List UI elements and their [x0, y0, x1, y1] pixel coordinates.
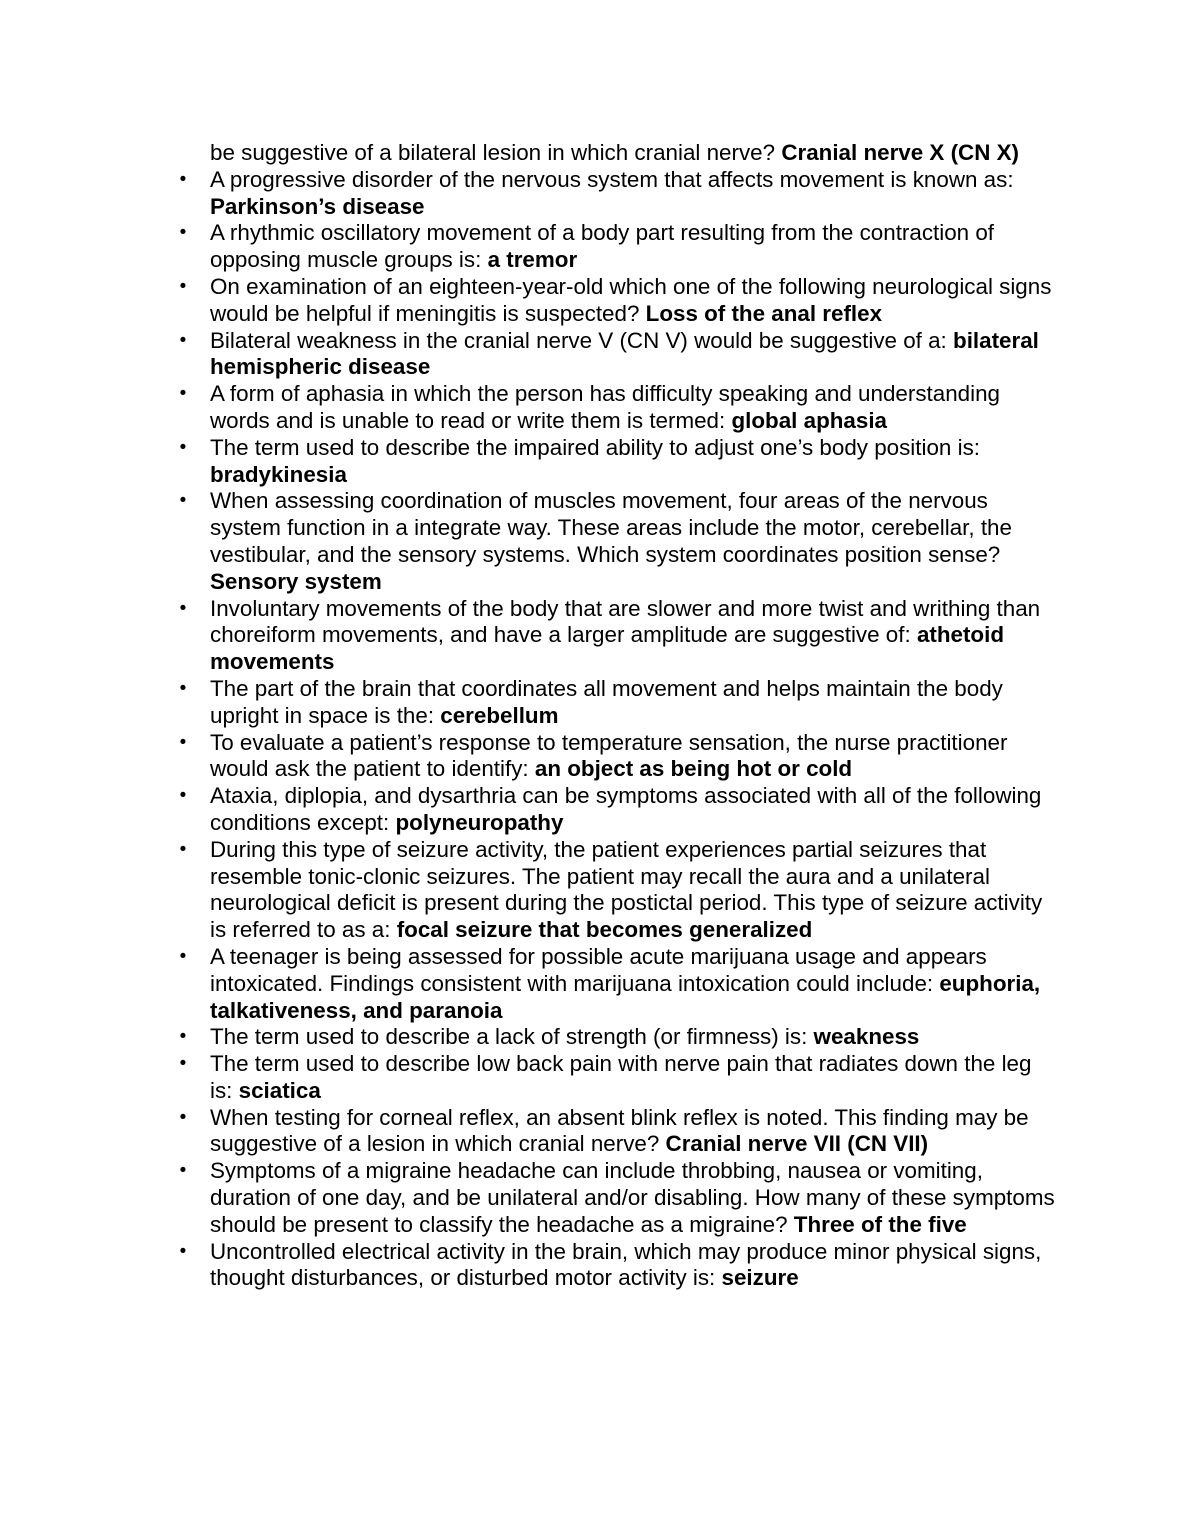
answer-text: Sensory system	[210, 568, 382, 594]
list-item	[179, 943, 1060, 1024]
answer-text: seizure	[721, 1265, 799, 1291]
document-body	[179, 140, 1060, 1292]
answer-text: weakness	[813, 1024, 920, 1050]
question-text: Bilateral weakness in the cranial nerve V (CN V) would be suggestive of a:	[210, 327, 947, 353]
bullet-icon: •	[179, 222, 187, 244]
list-item	[179, 783, 1060, 837]
bullet-icon: •	[179, 383, 187, 405]
bullet-icon: •	[179, 490, 187, 512]
question-text: During this type of seizure activity, the patient experiences partial seizures that resemble tonic-clonic seizures. The patient may recall the aura and a unilateral neurological deficit is present during the postictal period. This type of seizure activity is referred to as a:	[210, 836, 1043, 943]
answer-text: euphoria, talkativeness, and paranoia	[210, 970, 1041, 1023]
answer-text: cerebellum	[440, 702, 559, 728]
answer-text: sciatica	[238, 1077, 321, 1103]
list-item	[179, 1238, 1060, 1293]
question-text: A rhythmic oscillatory movement of a body part resulting from the contraction of opposing muscle groups is:	[210, 220, 995, 273]
list-item	[179, 273, 1060, 328]
question-text: To evaluate a patient’s response to temperature sensation, the nurse practitioner would ask the patient to identify:	[210, 729, 1008, 782]
bullet-icon: •	[179, 1160, 187, 1182]
question-text: Uncontrolled electrical activity in the brain, which may produce minor physical signs, thought disturbances, or disturbed motor activity is:	[210, 1238, 1042, 1291]
bullet-icon: •	[179, 1053, 187, 1075]
question-text: A progressive disorder of the nervous system that affects movement is known as:	[210, 166, 1014, 192]
bullet-icon: •	[179, 168, 187, 190]
question-text: be suggestive of a bilateral lesion in which cranial nerve?	[210, 140, 776, 165]
bullet-icon: •	[179, 785, 187, 807]
answer-text: Cranial nerve VII (CN VII)	[665, 1131, 929, 1157]
question-text: Ataxia, diplopia, and dysarthria can be symptoms associated with all of the following conditions except:	[210, 783, 1042, 835]
answer-text: Cranial nerve X (CN X)	[781, 140, 1019, 165]
continued-item	[210, 140, 1060, 167]
list-item	[179, 1024, 1060, 1051]
bullet-icon: •	[179, 597, 187, 619]
bullet-icon: •	[179, 1240, 187, 1262]
answer-text: polyneuropathy	[395, 809, 564, 835]
question-text: When testing for corneal reflex, an absent blink reflex is noted. This finding may be suggestive of a lesion in which cranial nerve?	[210, 1104, 1029, 1157]
question-text: The term used to describe a lack of strength (or firmness) is:	[210, 1024, 808, 1050]
answer-text: Parkinson’s disease	[210, 193, 425, 219]
bullet-icon: •	[179, 1106, 187, 1128]
list-item	[179, 595, 1060, 676]
answer-text: bradykinesia	[210, 461, 347, 487]
question-text: The term used to describe low back pain with nerve pain that radiates down the leg is:	[210, 1051, 1032, 1103]
bullet-icon: •	[179, 436, 187, 458]
answer-text: a tremor	[487, 247, 578, 273]
question-text: When assessing coordination of muscles movement, four areas of the nervous system function in a integrate way. These areas include the motor, cerebellar, the vestibular, and the sensory systems. Which system coordinates position sense?	[210, 488, 1012, 567]
list-item	[179, 1158, 1060, 1238]
question-list	[179, 166, 1060, 1292]
list-item	[179, 1051, 1060, 1105]
list-item	[179, 166, 1060, 221]
list-item	[179, 220, 1060, 274]
list-item	[179, 675, 1060, 730]
list-item	[179, 1104, 1060, 1159]
answer-text: global aphasia	[731, 407, 888, 433]
bullet-icon: •	[179, 731, 187, 753]
bullet-icon: •	[179, 329, 187, 351]
bullet-icon: •	[179, 275, 187, 297]
question-text: The term used to describe the impaired ability to adjust one’s body position is:	[210, 434, 980, 460]
list-item	[179, 327, 1060, 382]
answer-text: an object as being hot or cold	[534, 756, 853, 782]
list-item	[179, 381, 1060, 435]
list-item	[179, 836, 1060, 944]
question-text: A form of aphasia in which the person has difficulty speaking and understanding words and is unable to read or write them is termed:	[210, 381, 1000, 433]
bullet-icon: •	[179, 1026, 187, 1048]
bullet-icon: •	[179, 945, 187, 967]
answer-text: Loss of the anal reflex	[645, 300, 883, 326]
question-text: The part of the brain that coordinates all movement and helps maintain the body upright in space is the:	[210, 675, 1003, 728]
answer-text: athetoid movements	[210, 622, 1005, 675]
list-item	[179, 729, 1060, 784]
question-text: Symptoms of a migraine headache can include throbbing, nausea or vomiting, duration of one day, and be unilateral and/or disabling. How many of these symptoms should be present to classify the headache as a migraine?	[210, 1158, 1055, 1237]
answer-text: focal seizure that becomes generalized	[396, 917, 813, 943]
list-item	[179, 488, 1060, 595]
bullet-icon: •	[179, 677, 187, 699]
question-text: On examination of an eighteen-year-old which one of the following neurological signs would be helpful if meningitis is suspected?	[210, 273, 1052, 326]
answer-text: bilateral hemispheric disease	[210, 327, 1039, 380]
question-text: A teenager is being assessed for possible acute marijuana usage and appears intoxicated. Findings consistent with marijuana intoxication could include:	[210, 943, 987, 996]
answer-text: Three of the five	[793, 1211, 967, 1237]
bullet-icon: •	[179, 838, 187, 860]
question-text: Involuntary movements of the body that are slower and more twist and writhing than choreiform movements, and have a larger amplitude are suggestive of:	[210, 595, 1041, 648]
list-item	[179, 434, 1060, 489]
